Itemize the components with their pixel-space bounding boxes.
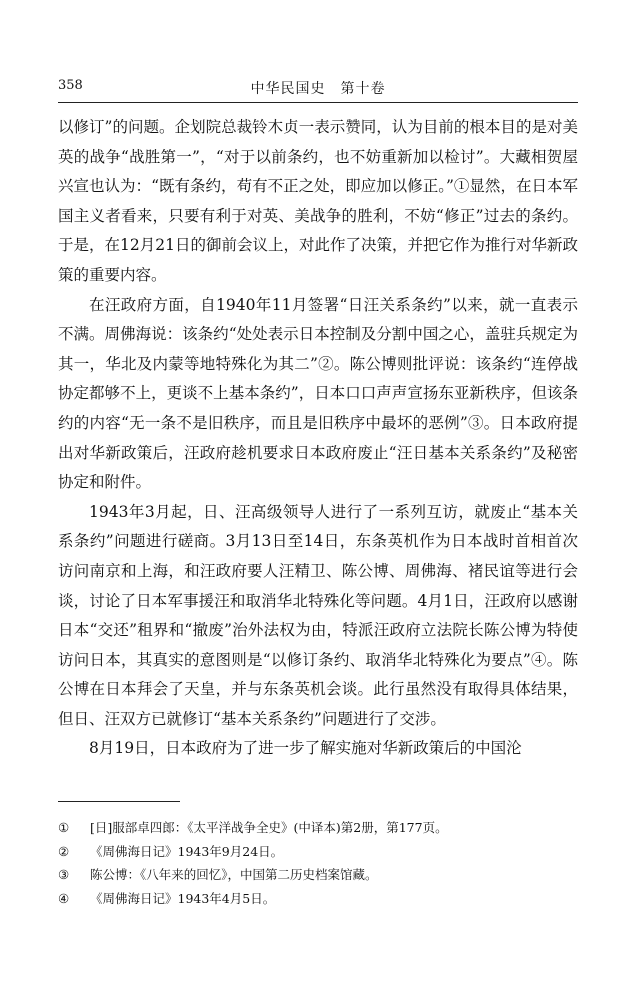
footnote-text: 《周佛海日记》1943年4月5日。 (90, 890, 276, 906)
paragraph-3: 1943年3月起，日、汪高级领导人进行了一系列互访，就废止“基本关系条约”问题进行磋商。3月13日至14日，东条英机作为日本战时首相首次访问南京和上海，和汪政府要人汪精卫、陈公博、周佛海、褚民谊等进行会谈，讨论了日本军事援汪和取消华北特殊化等问题。4月1日，汪政府以感谢日本“交还”租界和“撤废”治外法权为由，特派汪政府立法院长陈公博为特使访问日本，其真实的意图则是“以修订条约、取消华北特殊化为要点”④。陈公博在日本拜会了天皇，并与东条英机会谈。此行虽然没有取得具体结果，但日、汪双方已就修订“基本关系条约”问题进行了交涉。 (58, 502, 578, 728)
running-title: 中华民国史 第十卷 (250, 81, 386, 97)
page-number: 358 (58, 78, 83, 93)
footnote-mark: ③ (58, 867, 70, 882)
footnote-text: [日]服部卓四郎：《太平洋战争全史》(中译本)第2册，第177页。 (90, 820, 448, 835)
paragraph-4: 8月19日，日本政府为了进一步了解实施对华新政策后的中国沦 (89, 739, 522, 758)
header-rule (58, 102, 578, 103)
footnote-mark: ① (58, 820, 70, 835)
footnotes (58, 816, 578, 910)
footnote-1 (58, 816, 578, 840)
footnote-2 (58, 840, 578, 864)
footnote-rule (58, 801, 180, 802)
footnote-text: 陈公博：《八年来的回忆》，中国第二历史档案馆藏。 (90, 867, 378, 882)
footnote-mark: ④ (58, 890, 70, 906)
footnote-4 (58, 887, 578, 911)
footnote-3 (58, 863, 578, 887)
page-header (58, 78, 578, 100)
footnote-text: 《周佛海日记》1943年9月24日。 (90, 843, 284, 859)
paragraph-1: 以修订”的问题。企划院总裁铃木贞一表示赞同，认为目前的根本目的是对美英的战争“战胜第一”，“对于以前条约，也不妨重新加以检讨”。大藏相贺屋兴宣也认为：“既有条约，苟有不正之处，即应加以修正。”①显然，在日本军国主义者看来，只要有利于对英、美战争的胜利，不妨“修正”过去的条约。于是，在12月21日的御前会议上，对此作了决策，并把它作为推行对华新政策的重要内容。 (58, 118, 578, 284)
paragraph-2: 在汪政府方面，自1940年11月签署“日汪关系条约”以来，就一直表示不满。周佛海说：该条约“处处表示日本控制及分割中国之心，盖驻兵规定为其一，华北及内蒙等地特殊化为其二”②。陈公博则批评说：该条约“连停战协定都够不上，更谈不上基本条约”，日本口口声声宣扬东亚新秩序，但该条约的内容“无一条不是旧秩序，而且是旧秩序中最坏的恶例”③。日本政府提出对华新政策后，汪政府趁机要求日本政府废止“汪日基本关系条约”及秘密协定和附件。 (58, 295, 578, 492)
body-text (58, 113, 578, 764)
footnote-mark: ② (58, 843, 70, 859)
